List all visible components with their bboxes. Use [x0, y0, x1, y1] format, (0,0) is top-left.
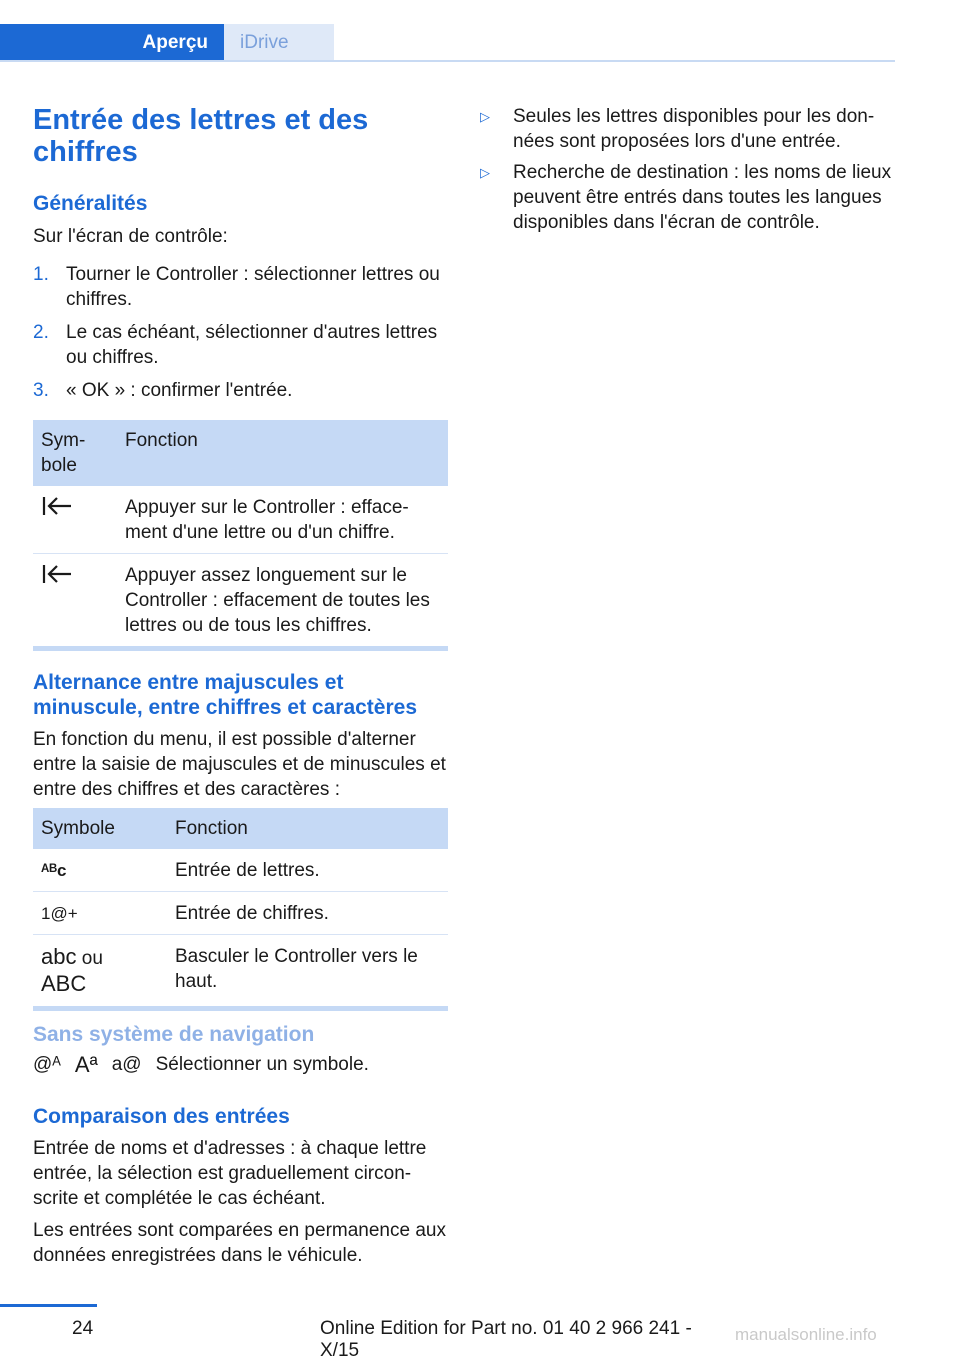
case-toggle-icons: abc ou ABC: [33, 935, 167, 1009]
table-row: [33, 554, 448, 649]
top-navigation: [0, 0, 960, 62]
table-cell: Entrée de chiffres.: [167, 892, 448, 935]
heading-sans-navigation: Sans système de navigation: [33, 1023, 315, 1046]
lowercase-icon: abc: [41, 944, 77, 969]
steps-list: [33, 262, 448, 403]
header-divider: [0, 60, 895, 62]
edition-text: Online Edition for Part no. 01 40 2 966 241 - X/15: [320, 1318, 692, 1361]
footer-divider: [0, 1304, 97, 1307]
list-item: ▷ Recherche de destination : les noms de lieux peuvent être entrés dans toutes les langues disponibles dans l'écran de contrôle.: [480, 162, 892, 233]
tab-apercu[interactable]: Aperçu: [0, 24, 224, 62]
list-item: 1. Tourner le Controller : sélectionner lettres ou chiffres.: [33, 264, 440, 310]
column-header-symbol: Symbole: [33, 808, 167, 849]
table-row: [33, 892, 448, 935]
select-symbol-text: Sélectionner un symbole.: [155, 1054, 369, 1075]
backspace-icon: [33, 554, 117, 649]
delete-symbols-table: [33, 420, 448, 651]
triangle-bullet-icon: ▷: [480, 165, 490, 180]
column-header-function: Fonction: [167, 808, 448, 849]
right-bullet-list: [480, 104, 900, 241]
intro-text: Sur l'écran de contrôle:: [33, 226, 228, 247]
table-row: [33, 935, 448, 1009]
numbers-mode-icon: 1@+: [33, 892, 167, 935]
tab-idrive[interactable]: iDrive: [224, 24, 334, 62]
column-header-function: Fonction: [117, 420, 448, 486]
list-item: ▷ Seules les lettres disponibles pour les données sont proposées lors d'une entrée.: [480, 106, 875, 152]
font-case-icon: Aª: [74, 1052, 98, 1077]
alternance-text: En fonction du menu, il est possible d'alterner entre la saisie de majuscules et de minuscules et entre des chiffres et des caractères :: [33, 729, 446, 800]
table-cell: Basculer le Controller vers le haut.: [167, 935, 448, 1009]
comparaison-p2: Les entrées sont comparées en permanence aux données enregistrées dans le véhicule.: [33, 1220, 446, 1266]
list-item: 2. Le cas échéant, sélectionner d'autres lettres ou chiffres.: [33, 322, 438, 368]
list-item: 3. « OK » : confirmer l'entrée.: [33, 380, 293, 401]
table-cell: Appuyer sur le Controller : effacement d'une lettre ou d'un chiffre.: [117, 486, 448, 554]
triangle-bullet-icon: ▷: [480, 109, 490, 124]
page-title: Entrée des lettres et des chiffres: [33, 104, 369, 168]
letters-mode-icon: ᴬᴮc: [33, 849, 167, 892]
page-number: 24: [72, 1318, 94, 1339]
at-lowercase-icon: a@: [111, 1054, 142, 1075]
table-cell: Appuyer assez longuement sur le Controller : effacement de toutes les lettres ou de tous les chiffres.: [117, 554, 448, 649]
case-symbols-table: [33, 808, 448, 1011]
table-row: [33, 849, 448, 892]
backspace-icon: [33, 486, 117, 554]
column-header-symbol: Symbole: [33, 420, 117, 486]
uppercase-icon: ABC: [41, 971, 87, 996]
symbol-icons-row: [33, 1052, 369, 1077]
at-symbol-icon: @ᴬ: [33, 1054, 61, 1075]
comparaison-p1: Entrée de noms et d'adresses : à chaque lettre entrée, la sélection est graduellement circonscrite et complétée le cas échéant.: [33, 1138, 427, 1209]
heading-comparaison: Comparaison des entrées: [33, 1105, 290, 1128]
table-row: [33, 486, 448, 554]
table-cell: Entrée de lettres.: [167, 849, 448, 892]
heading-generalites: Généralités: [33, 192, 148, 215]
heading-alternance: Alternance entre majuscules et minuscule, entre chiffres et caractères: [33, 671, 418, 719]
watermark: manualsonline.info: [735, 1325, 877, 1344]
